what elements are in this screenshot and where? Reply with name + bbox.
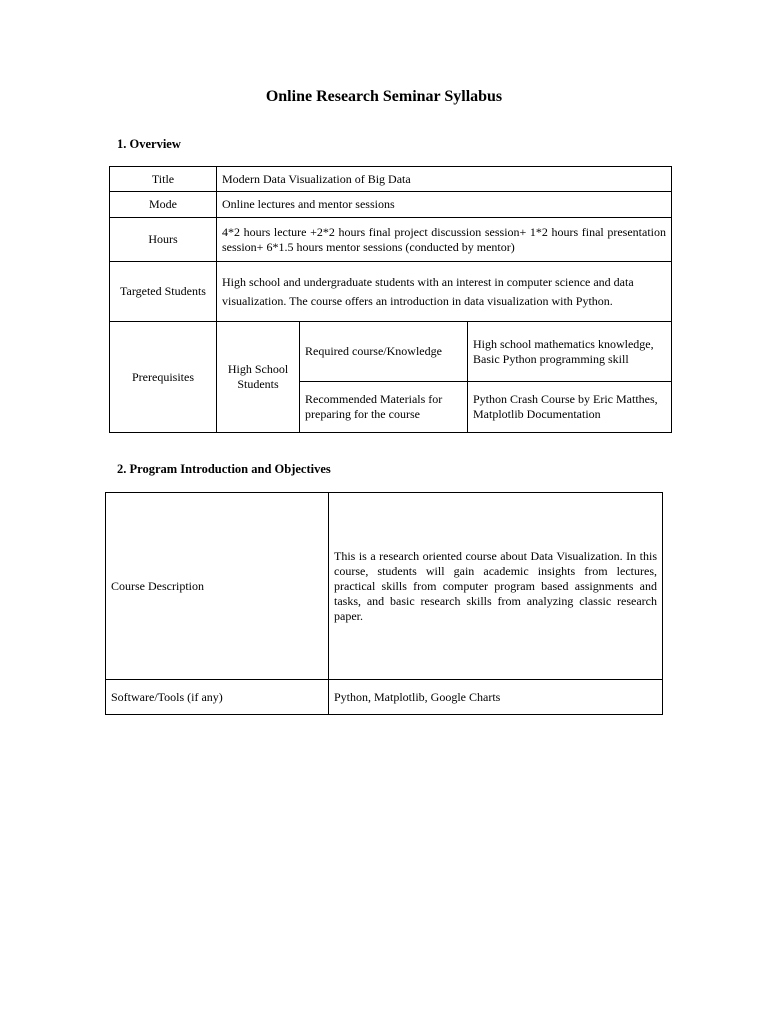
mode-value: Online lectures and mentor sessions [217, 192, 672, 218]
table-row [106, 493, 663, 680]
prerequisites-label: Prerequisites [110, 322, 217, 433]
table-row [110, 322, 672, 382]
recommended-materials-label: Recommended Materials for preparing for the course [300, 382, 468, 433]
software-tools-value: Python, Matplotlib, Google Charts [329, 680, 663, 715]
mode-label: Mode [110, 192, 217, 218]
course-description-value: This is a research oriented course about Data Visualization. In this course, students will gain academic insights from lectures, practical skills from computer program based assignments and tasks, and basic research skills from analyzing classic research paper. [329, 493, 663, 680]
table-row [110, 192, 672, 218]
table-row [110, 262, 672, 322]
title-value: Modern Data Visualization of Big Data [217, 167, 672, 192]
software-tools-label: Software/Tools (if any) [106, 680, 329, 715]
table-row [106, 680, 663, 715]
table-row [110, 218, 672, 262]
table-row [110, 167, 672, 192]
overview-table [109, 166, 672, 433]
objectives-heading: 2. Program Introduction and Objectives [117, 462, 331, 476]
overview-heading: 1. Overview [117, 137, 181, 151]
required-knowledge-label: Required course/Knowledge [300, 322, 468, 382]
prerequisites-group: High School Students [217, 322, 300, 433]
recommended-materials-value: Python Crash Course by Eric Matthes, Matplotlib Documentation [468, 382, 672, 433]
targeted-students-value: High school and undergraduate students with an interest in computer science and data visualization. The course offers an introduction in data visualization with Python. [217, 262, 672, 322]
title-label: Title [110, 167, 217, 192]
targeted-students-label: Targeted Students [110, 262, 217, 322]
objectives-table [105, 492, 663, 715]
required-knowledge-value: High school mathematics knowledge, Basic Python programming skill [468, 322, 672, 382]
course-description-label: Course Description [106, 493, 329, 680]
hours-label: Hours [110, 218, 217, 262]
hours-value: 4*2 hours lecture +2*2 hours final project discussion session+ 1*2 hours final presentation session+ 6*1.5 hours mentor sessions (conducted by mentor) [217, 218, 672, 262]
document-title: Online Research Seminar Syllabus [265, 88, 503, 105]
